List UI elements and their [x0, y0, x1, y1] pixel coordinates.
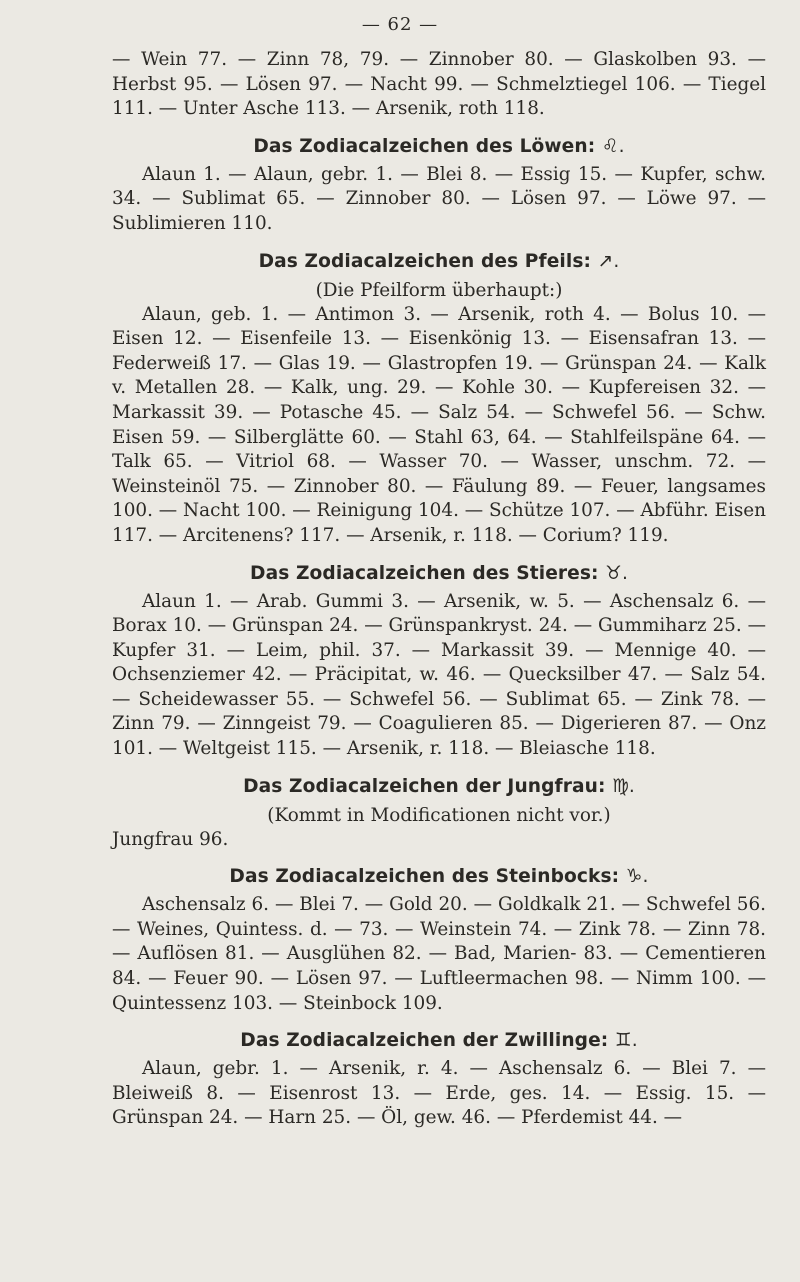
- section-jungfrau: [112, 774, 766, 853]
- intro-paragraph: — Wein 77. — Zinn 78, 79. — Zinnober 80. — Glaskolben 93. — Herbst 95. — Lösen 97. — Nacht 99. — Schmelztiegel 106. — Tiegel 111. — Unter Asche 113. — Arsenik, roth 118.: [112, 49, 766, 120]
- section-heading: [112, 249, 766, 274]
- section-heading: [112, 864, 766, 889]
- section-body: Alaun, gebr. 1. — Arsenik, r. 4. — Aschensalz 6. — Blei 7. — Bleiweiß 8. — Eisenrost 13. — Erde, ges. 14. — Essig. 15. — Grünspan 24. — Harn 25. — Öl, gew. 46. — Pferdemist 44. —: [112, 1058, 766, 1129]
- page-number: — 62 —: [361, 14, 439, 35]
- heading-text: Das Zodiacalzeichen des Steinbocks:: [229, 866, 620, 888]
- virgo-symbol-icon: ♍.: [612, 775, 635, 797]
- heading-text: Das Zodiacalzeichen des Pfeils:: [258, 250, 592, 272]
- section-heading: [112, 561, 766, 586]
- page-body: [112, 48, 766, 1131]
- section-heading: [112, 1028, 766, 1053]
- section-heading: [112, 134, 766, 159]
- section-loewe: [112, 134, 766, 237]
- gemini-symbol-icon: ♊.: [614, 1030, 638, 1052]
- section-body: Jungfrau 96.: [112, 828, 229, 850]
- section-pfeil: [112, 249, 766, 549]
- section-subtitle: (Die Pfeilform überhaupt:): [315, 279, 563, 301]
- heading-text: Das Zodiacalzeichen der Zwillinge:: [240, 1030, 609, 1052]
- arrow-symbol-icon: ↗.: [597, 250, 620, 272]
- heading-text: Das Zodiacalzeichen des Löwen:: [253, 135, 596, 157]
- section-body: Alaun 1. — Alaun, gebr. 1. — Blei 8. — Essig 15. — Kupfer, schw. 34. — Sublimat 65. — Zinnober 80. — Lösen 97. — Löwe 97. — Sublimieren 110.: [112, 163, 766, 234]
- section-heading: [112, 774, 766, 799]
- section-stier: [112, 561, 766, 762]
- section-steinbock: [112, 864, 766, 1016]
- leo-symbol-icon: ♌.: [601, 135, 625, 157]
- section-subtitle: (Kommt in Modificationen nicht vor.): [267, 804, 611, 826]
- heading-text: Das Zodiacalzeichen der Jungfrau:: [243, 775, 606, 797]
- section-body: Aschensalz 6. — Blei 7. — Gold 20. — Goldkalk 21. — Schwefel 56. — Weines, Quintess. d. — 73. — Weinstein 74. — Zink 78. — Zinn 78. — Auflösen 81. — Ausglühen 82. — Bad, Marien- 83. — Cementieren 84. — Feuer 90. — Lösen 97. — Luftleermachen 98. — Nimm 100. — Quintessenz 103. — Steinbock 109.: [112, 894, 766, 1014]
- section-zwillinge: [112, 1028, 766, 1131]
- section-body: Alaun 1. — Arab. Gummi 3. — Arsenik, w. 5. — Aschensalz 6. — Borax 10. — Grünspan 24. — Grünspankryst. 24. — Gummiharz 25. — Kupfer 31. — Leim, phil. 37. — Markassit 39. — Mennige 40. — Ochsenziemer 42. — Präcipitat, w. 46. — Quecksilber 47. — Salz 54. — Scheidewasser 55. — Schwefel 56. — Sublimat 65. — Zink 78. — Zinn 79. — Zinngeist 79. — Coagulieren 85. — Digerieren 87. — Onz 101. — Weltgeist 115. — Arsenik, r. 118. — Bleiasche 118.: [112, 590, 766, 760]
- taurus-symbol-icon: ♉.: [605, 562, 628, 584]
- section-body: Alaun, geb. 1. — Antimon 3. — Arsenik, roth 4. — Bolus 10. — Eisen 12. — Eisenfeile 13. — Eisenkönig 13. — Eisensafran 13. — Federweiß 17. — Glas 19. — Glastropfen 19. — Grünspan 24. — Kalk v. Metallen 28. — Kalk, ung. 29. — Kohle 30. — Kupfereisen 32. — Markassit 39. — Potasche 45. — Salz 54. — Schwefel 56. — Schw. Eisen 59. — Silberglätte 60. — Stahl 63, 64. — Stahlfeilspäne 64. — Talk 65. — Vitriol 68. — Wasser 70. — Wasser, unschm. 72. — Weinsteinöl 75. — Zinnober 80. — Fäulung 89. — Feuer, langsames 100. — Nacht 100. — Reinigung 104. — Schütze 107. — Abführ. Eisen 117. — Arcitenens? 117. — Arsenik, r. 118. — Corium? 119.: [112, 303, 766, 546]
- capricorn-symbol-icon: ♑.: [625, 866, 649, 888]
- heading-text: Das Zodiacalzeichen des Stieres:: [250, 562, 599, 584]
